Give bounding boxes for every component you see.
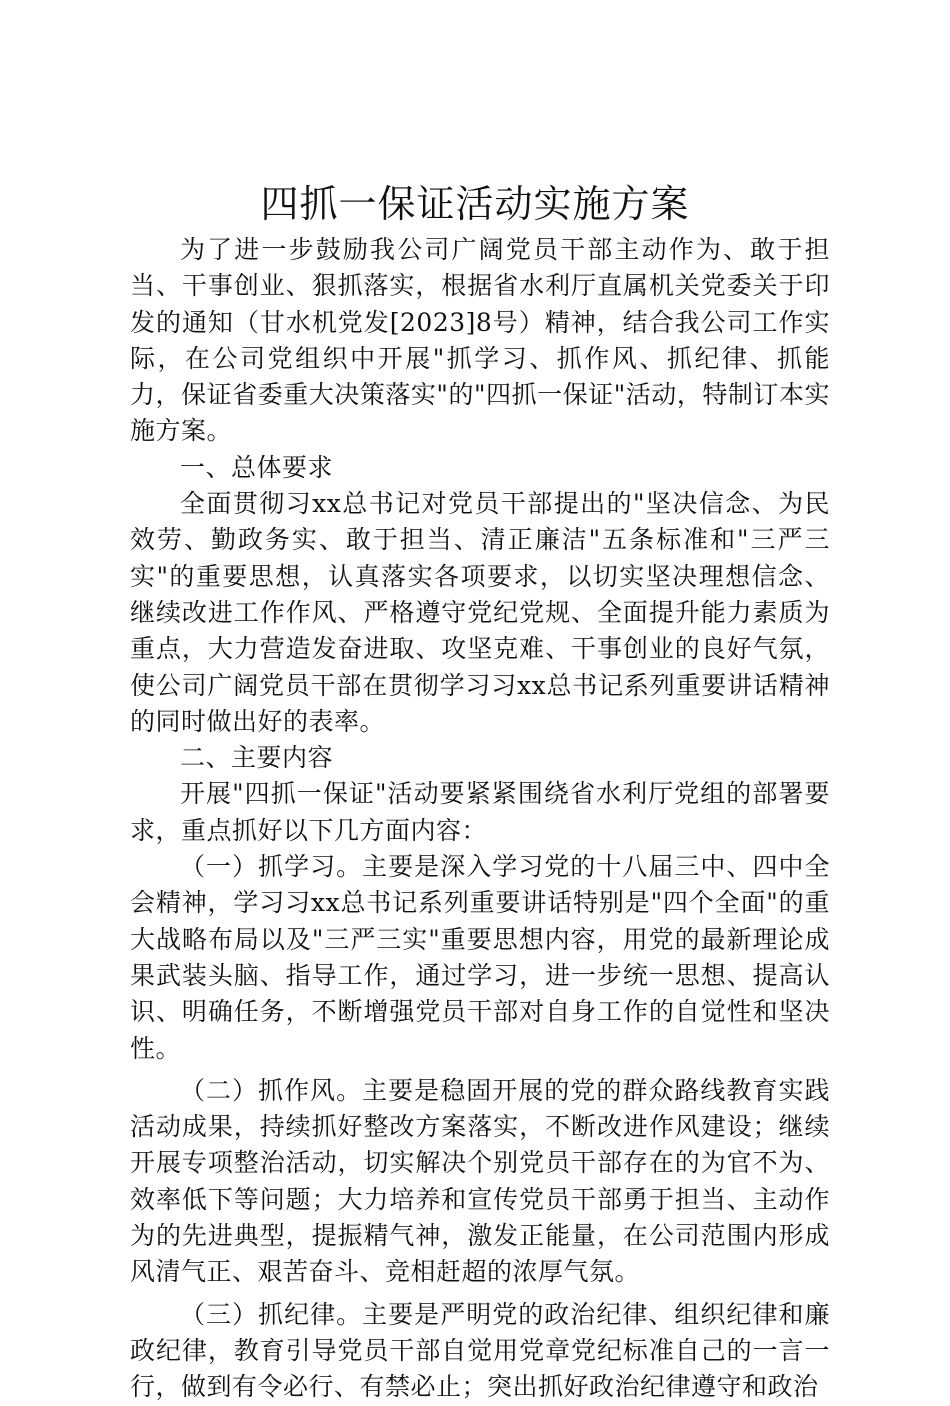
paragraph-work-style: （二）抓作风。主要是稳固开展的党的群众路线教育实践活动成果，持续抓好整改方案落实，不断改进作风建设；继续开展专项整治活动，切实解决个别党员干部存在的为官不为、效率低下等问题；大力培养和宣传党员干部勇于担当、主动作为的先进典型，提振精气神，激发正能量，在公司范围内形成风清气正、艰苦奋斗、竞相赶超的浓厚气氛。 [130, 1075, 830, 1287]
document-body [130, 232, 830, 1406]
paragraph-main-content-intro: 开展"四抓一保证"活动要紧紧围绕省水利厅党组的部署要求，重点抓好以下几方面内容： [130, 779, 830, 845]
paragraph-general-requirements: 全面贯彻习xx总书记对党员干部提出的"坚决信念、为民效劳、勤政务实、敢于担当、清正廉洁"五条标准和"三严三实"的重要思想，认真落实各项要求，以切实坚决理想信念、继续改进工作作风、严格遵守党纪党规、全面提升能力素质为重点，大力营造发奋进取、攻坚克难、干事创业的良好气氛，使公司广阔党员干部在贯彻学习习xx总书记系列重要讲话精神的同时做出好的表率。 [130, 489, 830, 736]
document-title: 四抓一保证活动实施方案 [260, 182, 690, 226]
paragraph-intro: 为了进一步鼓励我公司广阔党员干部主动作为、敢于担当、干事创业、狠抓落实，根据省水利厅直属机关党委关于印发的通知（甘水机党发[2023]8号）精神，结合我公司工作实际，在公司党组织中开展"抓学习、抓作风、抓纪律、抓能力，保证省委重大决策落实"的"四抓一保证"活动，特制订本实施方案。 [130, 235, 830, 446]
section-heading-main-content: 二、主要内容 [180, 743, 334, 773]
paragraph-study: （一）抓学习。主要是深入学习党的十八届三中、四中全会精神，学习习xx总书记系列重要讲话特别是"四个全面"的重大战略布局以及"三严三实"重要思想内容，用党的最新理论成果武装头脑、指导工作，通过学习，进一步统一思想、提高认识、明确任务，不断增强党员干部对自身工作的自觉性和坚决性。 [130, 852, 830, 1063]
section-heading-general-requirements: 一、总体要求 [180, 452, 334, 482]
paragraph-discipline: （三）抓纪律。主要是严明党的政治纪律、组织纪律和廉政纪律，教育引导党员干部自觉用党章党纪标准自己的一言一行，做到有令必行、有禁必止；突出抓好政治纪律遵守和政治 [130, 1299, 830, 1402]
